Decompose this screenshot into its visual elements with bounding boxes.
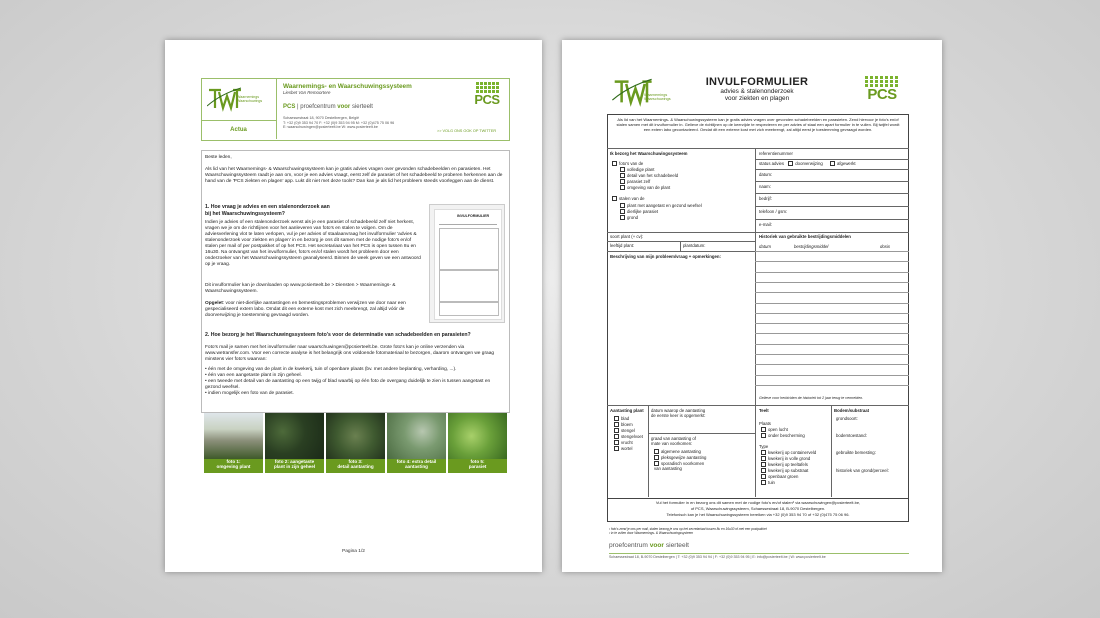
checkbox-icon[interactable] xyxy=(761,474,766,479)
historiek-row-line xyxy=(755,292,909,293)
header-brand: PCS | proefcentrum voor sierteelt xyxy=(283,104,373,110)
checkbox-algemene[interactable]: algemene aantasting xyxy=(654,449,701,454)
checkbox-grond[interactable]: grond xyxy=(620,215,638,220)
checkbox-detail-schadebeeld[interactable]: detail van het schadebeeld xyxy=(620,173,678,178)
page-number: Pagina 1/2 xyxy=(342,549,365,554)
logo-caption: Waarnemings Waarschuwings xyxy=(644,93,671,102)
checkbox-open-lucht[interactable]: open lucht xyxy=(761,427,788,432)
newsletter-page xyxy=(165,40,542,572)
checkbox-aantasting-5[interactable]: wortel xyxy=(614,446,632,451)
checkbox-parasiet-zelf[interactable]: parasiet zelf xyxy=(620,179,650,184)
twt-logo-icon xyxy=(612,77,652,107)
header-title: Waarnemings- en Waarschuwingssysteem xyxy=(283,83,412,90)
historiek-row-line xyxy=(755,282,909,283)
checkbox-aantasting-3[interactable]: stengelvoet xyxy=(614,434,643,439)
checkbox-icon[interactable] xyxy=(614,416,619,421)
graad-title: graad van aantasting of mate van voorkomen: xyxy=(651,436,696,447)
historiek-row-line xyxy=(755,385,909,386)
checkbox-stalen[interactable]: stalen van de xyxy=(612,196,645,201)
checkbox-pleksgewijze[interactable]: pleksgewijze aantasting xyxy=(654,455,706,460)
checkbox-icon[interactable] xyxy=(761,462,766,467)
checkbox-icon[interactable] xyxy=(761,480,766,485)
field-plantdatum[interactable]: plantdatum: xyxy=(683,243,706,248)
checkbox-sporadisch[interactable]: sporadisch voorkomen van aantasting xyxy=(654,461,705,472)
checkbox-dierlijke-parasiet[interactable]: dierlijke parasiet xyxy=(620,209,658,214)
form-thumbnail: INVULFORMULIER xyxy=(429,204,505,323)
caption-photo-3: foto 3: detail aantasting xyxy=(326,459,385,473)
checkbox-type-0[interactable]: kwekerij op containerveld xyxy=(761,450,816,455)
historiek-col-datum: datum xyxy=(759,244,771,249)
list-item: • één van een aangetaste plant in zijn geheel. xyxy=(205,373,302,378)
plaats-label: Plaats xyxy=(759,421,771,426)
twitter-link[interactable]: >> VOLG ONS OOK OP TWITTER xyxy=(437,129,497,133)
section2-text: Foto's mail je samen met het invulformulier naar waarschuwingen@pcsierteelt.be. Grote foto's kan je online verzenden via www.wetransfer.com. Voor een correcte analyse is het belangrijk ons voldoende fotomateriaal te bezorgen, daarom ontvangen we graag minstens vier foto's waarvan: xyxy=(205,345,495,362)
historiek-row-line xyxy=(755,333,909,334)
historiek-row-line xyxy=(755,251,909,252)
checkbox-icon[interactable] xyxy=(614,440,619,445)
header-address: Schaessestraat 18, 9070 Destelbergen, België T: +32 (0)9 353 94 70 F: +32 (0)9 353 94 95 M: +32 (0)475 75 06 96 E: waarschuwingen@pcsierteelt.be W: www.pcsierteelt.be xyxy=(283,116,395,130)
form-heading xyxy=(672,76,842,103)
field-bemesting[interactable]: gebruikte bemesting: xyxy=(836,450,876,455)
bodem-title: Bodem/substraat xyxy=(834,408,870,413)
checkbox-icon[interactable] xyxy=(761,456,766,461)
list-item: • één met de omgeving van de plant in de kwekerij, tuin of openbare plaats (bv. met andere beplanting, verharding, ...). xyxy=(205,367,457,372)
instruction-box: Vul het formulier in en bezorg ons dit samen met de nodige foto's en/of stalen² via waarschuwingen@pcsierteelt.be, of PCS, Waarschuwingssysteem, Schaessestraat 18, B-9070 Destelbergen. Telefonisch kan je het Waarschuwingssysteem bereiken via +32 (0)9 353 94 70 of +32 (0)475 75 06 96. xyxy=(607,498,909,522)
historiek-row-line xyxy=(755,354,909,355)
form-page xyxy=(562,40,942,572)
form-subtitle-1: advies & stalenonderzoek xyxy=(720,88,794,95)
checkbox-icon[interactable] xyxy=(614,422,619,427)
historiek-row-line xyxy=(755,303,909,304)
checkbox-icon[interactable] xyxy=(614,446,619,451)
caption-photo-5: foto 5: parasiet xyxy=(448,459,507,473)
list-item: • een tweede met detail van de aantasting op een twijg of blad waarbij op één foto de overgang duidelijk te zien is tussen aangetast en gezond weefsel. xyxy=(205,379,491,390)
photo-detail xyxy=(326,413,385,459)
beschrijving-textarea[interactable] xyxy=(609,262,753,402)
checkbox-icon[interactable] xyxy=(614,434,619,439)
historiek-row-line xyxy=(755,313,909,314)
checkbox-fotos[interactable]: foto's van de xyxy=(612,161,643,166)
section2-title: 2. Hoe bezorg je het Waarschuwingssysteem foto's voor de determinatie van schadebeelden en parasieten? xyxy=(205,332,471,338)
photo-extra-detail xyxy=(387,413,446,459)
field-grondsoort[interactable]: grondsoort: xyxy=(836,416,858,421)
footnotes: ¹ foto's zend je ons per mail, stalen bezorg je ons op het secretariaat tussen 8u en 16u30 of met een postpakket ² in te vullen door Waarnemings- & Waarschuwingssysteem xyxy=(609,527,767,536)
checkbox-aantasting-0[interactable]: blad xyxy=(614,416,629,421)
checkbox-type-2[interactable]: kwekerij op teeltafels xyxy=(761,462,808,467)
brand-footer: proefcentrum voor sierteelt xyxy=(609,542,689,549)
checkbox-aangetast-weefsel[interactable]: plant met aangetast en gezond weefsel xyxy=(620,203,702,208)
section1-title: 1. Hoe vraag je advies en een stalenonderzoek aan bij het Waarschuwingssysteem? xyxy=(205,204,330,217)
checkbox-type-4[interactable]: openbaar groen xyxy=(761,474,798,479)
historiek-row-line xyxy=(755,375,909,376)
photo-parasite xyxy=(448,413,507,459)
type-label: Type xyxy=(759,444,769,449)
field-bodemtoestand[interactable]: bodemtoestand: xyxy=(836,433,867,438)
datum-waarop[interactable]: datum waarop de aantasting de eerste keer is opgemerkt: xyxy=(651,408,706,419)
field-soort-plant[interactable]: soort plant (+ cv): xyxy=(610,234,644,239)
historiek-row-line xyxy=(755,364,909,365)
actua-label: Actua xyxy=(201,121,277,139)
checkbox-type-3[interactable]: kwekerij op substraat xyxy=(761,468,808,473)
checkbox-icon[interactable] xyxy=(761,468,766,473)
twt-logo-icon xyxy=(207,86,241,112)
checkbox-omgeving[interactable]: omgeving van de plant xyxy=(620,185,670,190)
checkbox-icon[interactable] xyxy=(614,428,619,433)
caption-photo-1: foto 1: omgeving plant xyxy=(204,459,263,473)
field-email[interactable]: e-mail: xyxy=(759,222,772,227)
historiek-row-line xyxy=(755,323,909,324)
pcs-logo: PCS xyxy=(471,82,503,106)
pcs-logo: PCS xyxy=(860,76,904,103)
logo-caption: Waarnemings Waarschuwings xyxy=(237,95,263,103)
form-title: INVULFORMULIER xyxy=(705,76,809,88)
photo-requirements-list xyxy=(205,367,503,397)
teelt-title: Teelt xyxy=(759,408,769,413)
checkbox-icon[interactable] xyxy=(761,450,766,455)
checkbox-onder-bescherming[interactable]: onder bescherming xyxy=(761,433,805,438)
photo-whole-plant xyxy=(265,413,324,459)
aantasting-title: Aantasting plant xyxy=(610,408,644,413)
checkbox-aantasting-2[interactable]: stengel xyxy=(614,428,635,433)
historiek-col-dosis: dosis xyxy=(880,244,891,249)
caption-photo-2: foto 2: aangetaste plant in zijn geheel xyxy=(265,459,324,473)
checkbox-type-1[interactable]: kwekerij in volle grond xyxy=(761,456,810,461)
historiek-row-line xyxy=(755,344,909,345)
greeting: Beste leden, xyxy=(205,155,232,160)
field-datum[interactable]: datum: xyxy=(759,172,773,177)
checkbox-type-5[interactable]: tuin xyxy=(761,480,775,485)
historiek-row-line xyxy=(755,272,909,273)
beschrijving-label: Beschrijving van mijn probleem/vraag + opmerkingen: xyxy=(610,254,721,259)
section1-download: Dit invulformulier kan je downloaden op www.pcsierteelt.be > Diensten > Waarnemings- & Waarschuwingssysteem. xyxy=(205,283,396,294)
list-item: • indien mogelijk een foto van de parasiet. xyxy=(205,391,294,396)
logo-cell xyxy=(201,78,277,121)
historiek-col-middel: bestrijdingsmiddel xyxy=(794,244,829,249)
field-bedrijf[interactable]: bedrijf: xyxy=(759,196,772,201)
historiek-row-line xyxy=(755,261,909,262)
photo-environment xyxy=(204,413,263,459)
caption-photo-4: foto 4: extra detail aantasting xyxy=(387,459,446,473)
field-leeftijd-plant[interactable]: leeftijd plant: xyxy=(610,243,635,248)
field-historiek-grond[interactable]: historiek van grond/perceel: xyxy=(836,468,889,473)
field-status-advies[interactable]: status advies doorverwijzing afgewerkt xyxy=(759,161,856,166)
bezorg-title: Ik bezorg het Waarschuwingssysteem xyxy=(610,151,688,156)
checkbox-aantasting-4[interactable]: vrucht xyxy=(614,440,633,445)
checkbox-aantasting-1[interactable]: bloem xyxy=(614,422,633,427)
section1-text: Indien je advies of een stalenonderzoek wenst als je een parasiet of schadebeeld zelf niet herkent, vragen we je om de richtlijnen voor het aanleveren van foto's en stalen te volgen. Om de adviesverlening vlot te laten verlopen, vul je per advies of staalaanvraag het invulformulier 'advies & stalenonderzoek voor ziekten en plagen' in en bezorg je ons dit samen met de nodige foto's en/of stalen per mail of per postpakket of op het PCS. Het secretariaat van het PCS is open tussen 8u en 16u30. Na ontvangst van het invulformulier, foto's en/of stalen wordt het probleem door een onderzoeker van het Waarschuwingssysteem geanalyseerd. Binnen de week geven we een antwoord op je vraag. xyxy=(205,220,421,267)
field-telefoon[interactable]: telefoon / gsm: xyxy=(759,209,788,214)
field-naam[interactable]: naam: xyxy=(759,184,771,189)
historiek-title: Historiek van gebruikte bestrijdingsmiddelen xyxy=(759,234,851,239)
intro-text: Als lid van het Waarnemings- & Waarschuwingssysteem kan je gratis advies vragen over gevonden schadebeelden en parasieten. Het Waarschuwingssysteem raadt je aan om, voor je een advies vraagt, eerst zelf de parasiet of het schadebeeld te proberen herkennen aan de hand van de 'PCS ziekten en plagen' app. Lukt dit niet met deze tools? Dan kan je als lid het probleem steeds voorleggen aan de dienst. xyxy=(205,167,503,184)
header-author: Liesbet Van Remoortere xyxy=(283,90,331,95)
form-subtitle-2: voor ziekten en plagen xyxy=(724,95,790,103)
footer-address: Schaessestraat 18, B-9070 Destelbergen | T: +32 (0)9 353 94 94 | F: +32 (0)9 353 94 95 | E: info@pcsierteelt.be | W: www.pcsierteelt.be xyxy=(609,555,826,559)
checkbox-volledige-plant[interactable]: volledige plant xyxy=(620,167,654,172)
form-intro: Als lid van het Waarnemings- & Waarschuwingssysteem kan je gratis advies vragen over gevonden schadebeelden en parasieten. Zend hiervoor je foto's en/of stalen samen met dit invulformulier in. Gelieve de richtlijnen op de keerzijde te respecteren en per advies of staal een apart formulier in te vullen. Bij twijfel wordt een extern labo gecontacteerd. Omdat dit een externe kost met zich meebrengt, zal altijd eerst je toestemming gevraagd worden. xyxy=(616,117,900,132)
field-referentienummer[interactable]: referentienummer xyxy=(759,151,793,156)
section1-opgelet: Opgelet: voor niet-dierlijke aantastingen en bemestingsproblemen verwijzen we door naar een gespecialiseerd extern labo. Omdat dit een externe kost met zich meebrengt, zal altijd vóór de doorverwijzing je toestemming gevraagd worden. xyxy=(205,301,406,318)
historiek-note: Gelieve voor herbiciden de historiek tot 2 jaar terug te vermelden. xyxy=(759,396,864,400)
